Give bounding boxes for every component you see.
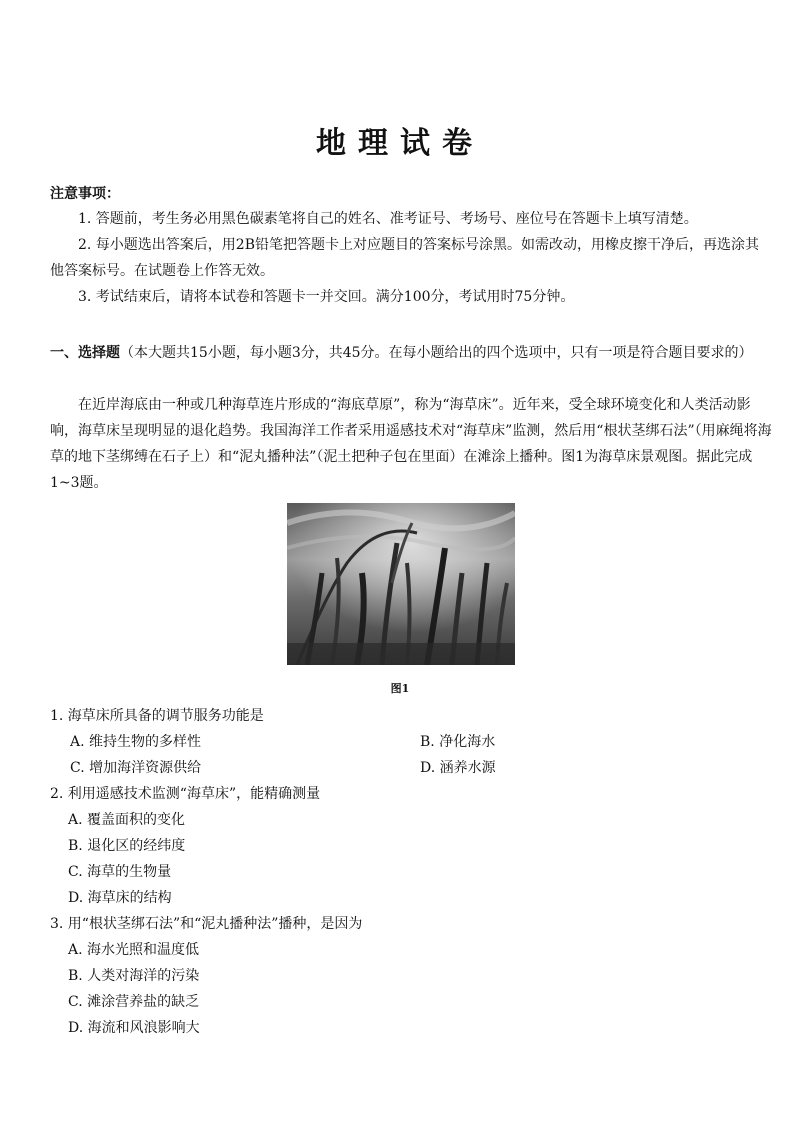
section-label: 一、选择题 [50, 345, 120, 361]
question-3-stem: 3. 用“根状茎绑石法”和“泥丸播种法”播种，是因为 [50, 916, 363, 932]
question-1-option-d: D. 涵养水源 [420, 760, 496, 776]
notice-item-3: 3. 考试结束后，请将本试卷和答题卡一并交回。满分100分，考试用时75分钟。 [78, 289, 575, 305]
question-1-option-c: C. 增加海洋资源供给 [70, 760, 202, 776]
question-2-option-d: D. 海草床的结构 [68, 890, 172, 906]
section-description: （本大题共15小题，每小题3分，共45分。在每小题给出的四个选项中，只有一项是符合题目要求的） [120, 345, 753, 361]
question-3-option-a: A. 海水光照和温度低 [68, 942, 200, 958]
question-3-option-d: D. 海流和风浪影响大 [68, 1020, 200, 1036]
seagrass-bed-figure [287, 503, 515, 665]
page-title: 地理试卷 [316, 126, 484, 161]
reading-passage: 在近岸海底由一种或几种海草连片形成的“海底草原”，称为“海草床”。近年来，受全球环境变化和人类活动影响，海草床呈现明显的退化趋势。我国海洋工作者采用遥感技术对“海草床”监测，然后用“根状茎绑石法”（用麻绳将海草的地下茎绑缚在石子上）和“泥丸播种法”（泥土把种子包在里面）在滩涂上播种。图1为海草床景观图。据此完成1~3题。 [50, 397, 772, 491]
notice-item-1: 1. 答题前，考生务必用黑色碳素笔将自己的姓名、准考证号、考场号、座位号在答题卡上填写清楚。 [78, 211, 698, 227]
question-1-option-a: A. 维持生物的多样性 [70, 734, 202, 750]
question-3-option-b: B. 人类对海洋的污染 [68, 968, 200, 984]
question-3-option-c: C. 滩涂营养盐的缺乏 [68, 994, 200, 1010]
question-2-option-a: A. 覆盖面积的变化 [68, 812, 186, 828]
question-1-option-b: B. 净化海水 [420, 734, 496, 750]
figure-caption: 图1 [390, 682, 410, 695]
notice-heading: 注意事项： [50, 186, 120, 202]
notice-item-2: 2. 每小题选出答案后，用2B铅笔把答题卡上对应题目的答案标号涂黑。如需改动，用橡皮擦干净后，再选涂其他答案标号。在试题卷上作答无效。 [50, 237, 760, 279]
section-heading [50, 340, 772, 366]
question-1-stem: 1. 海草床所具备的调节服务功能是 [50, 708, 264, 724]
seagrass-illustration [287, 503, 515, 665]
question-2-stem: 2. 利用遥感技术监测“海草床”，能精确测量 [50, 786, 321, 802]
question-2-option-c: C. 海草的生物量 [68, 864, 172, 880]
question-2-option-b: B. 退化区的经纬度 [68, 838, 186, 854]
